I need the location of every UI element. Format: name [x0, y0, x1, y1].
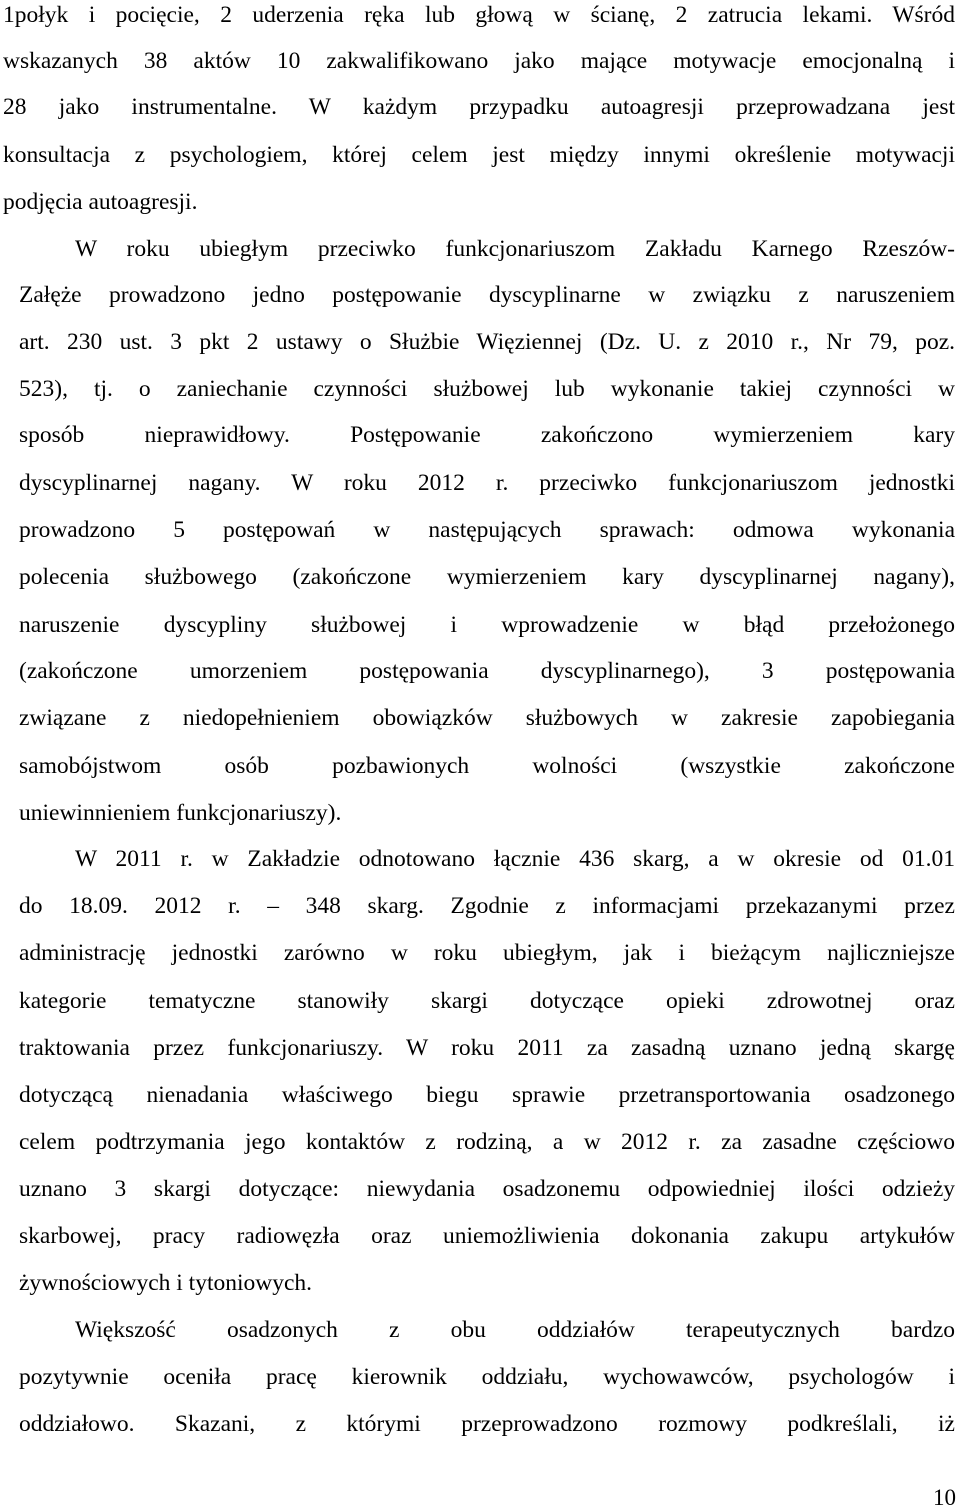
text-line: naruszenie dyscypliny służbowej i wprowadzenie w błąd przełożonego	[19, 612, 955, 638]
text-line: do 18.09. 2012 r. – 348 skarg. Zgodnie z informacjami przekazanymi przez	[19, 893, 955, 919]
text-line: W 2011 r. w Zakładzie odnotowano łącznie 436 skarg, a w okresie od 01.01	[75, 846, 955, 872]
text-line: 28 jako instrumentalne. W każdym przypadku autoagresji przeprowadzana jest	[3, 94, 955, 120]
text-line: dotyczącą nienadania właściwego biegu sprawie przetransportowania osadzonego	[19, 1082, 955, 1108]
page-number: 10	[933, 1485, 956, 1510]
text-line: 523), tj. o zaniechanie czynności służbowej lub wykonanie takiej czynności w	[19, 376, 955, 402]
text-line: uznano 3 skargi dotyczące: niewydania osadzonemu odpowiedniej ilości odzieży	[19, 1176, 955, 1202]
text-line: celem podtrzymania jego kontaktów z rodziną, a w 2012 r. za zasadne częściowo	[19, 1129, 955, 1155]
text-line: oddziałowo. Skazani, z którymi przeprowadzono rozmowy podkreślali, iż	[19, 1411, 955, 1437]
text-line: podjęcia autoagresji.	[3, 189, 198, 215]
text-line: dyscyplinarnej nagany. W roku 2012 r. przeciwko funkcjonariuszom jednostki	[19, 470, 955, 496]
text-line: polecenia służbowego (zakończone wymierzeniem kary dyscyplinarnej nagany),	[19, 564, 955, 590]
text-line: administrację jednostki zarówno w roku ubiegłym, jak i bieżącym najliczniejsze	[19, 940, 955, 966]
text-line: 1połyk i pocięcie, 2 uderzenia ręka lub głową w ścianę, 2 zatrucia lekami. Wśród	[3, 2, 955, 28]
text-line: traktowania przez funkcjonariuszy. W roku 2011 za zasadną uznano jedną skargę	[19, 1035, 955, 1061]
text-line: skarbowej, pracy radiowęzła oraz uniemożliwienia dokonania zakupu artykułów	[19, 1223, 955, 1249]
text-line: związane z niedopełnieniem obowiązków służbowych w zakresie zapobiegania	[19, 705, 955, 731]
text-line: wskazanych 38 aktów 10 zakwalifikowano jako mające motywacje emocjonalną i	[3, 48, 955, 74]
text-line: pozytywnie oceniła pracę kierownik oddziału, wychowawców, psychologów i	[19, 1364, 955, 1390]
text-line: Załęże prowadzono jedno postępowanie dyscyplinarne w związku z naruszeniem	[19, 282, 955, 308]
text-line: żywnościowych i tytoniowych.	[19, 1270, 313, 1296]
text-line: (zakończone umorzeniem postępowania dyscyplinarnego), 3 postępowania	[19, 658, 955, 684]
text-line: art. 230 ust. 3 pkt 2 ustawy o Służbie Więziennej (Dz. U. z 2010 r., Nr 79, poz.	[19, 329, 955, 355]
text-line: uniewinnieniem funkcjonariuszy).	[19, 800, 342, 826]
text-line: prowadzono 5 postępowań w następujących sprawach: odmowa wykonania	[19, 517, 955, 543]
text-line: kategorie tematyczne stanowiły skargi dotyczące opieki zdrowotnej oraz	[19, 988, 955, 1014]
text-line: W roku ubiegłym przeciwko funkcjonariuszom Zakładu Karnego Rzeszów-	[75, 236, 955, 262]
text-line: samobójstwom osób pozbawionych wolności (wszystkie zakończone	[19, 753, 955, 779]
text-line: Większość osadzonych z obu oddziałów terapeutycznych bardzo	[75, 1317, 955, 1343]
text-line: konsultacja z psychologiem, której celem jest między innymi określenie motywacji	[3, 142, 955, 168]
text-line: sposób nieprawidłowy. Postępowanie zakończono wymierzeniem kary	[19, 422, 955, 448]
